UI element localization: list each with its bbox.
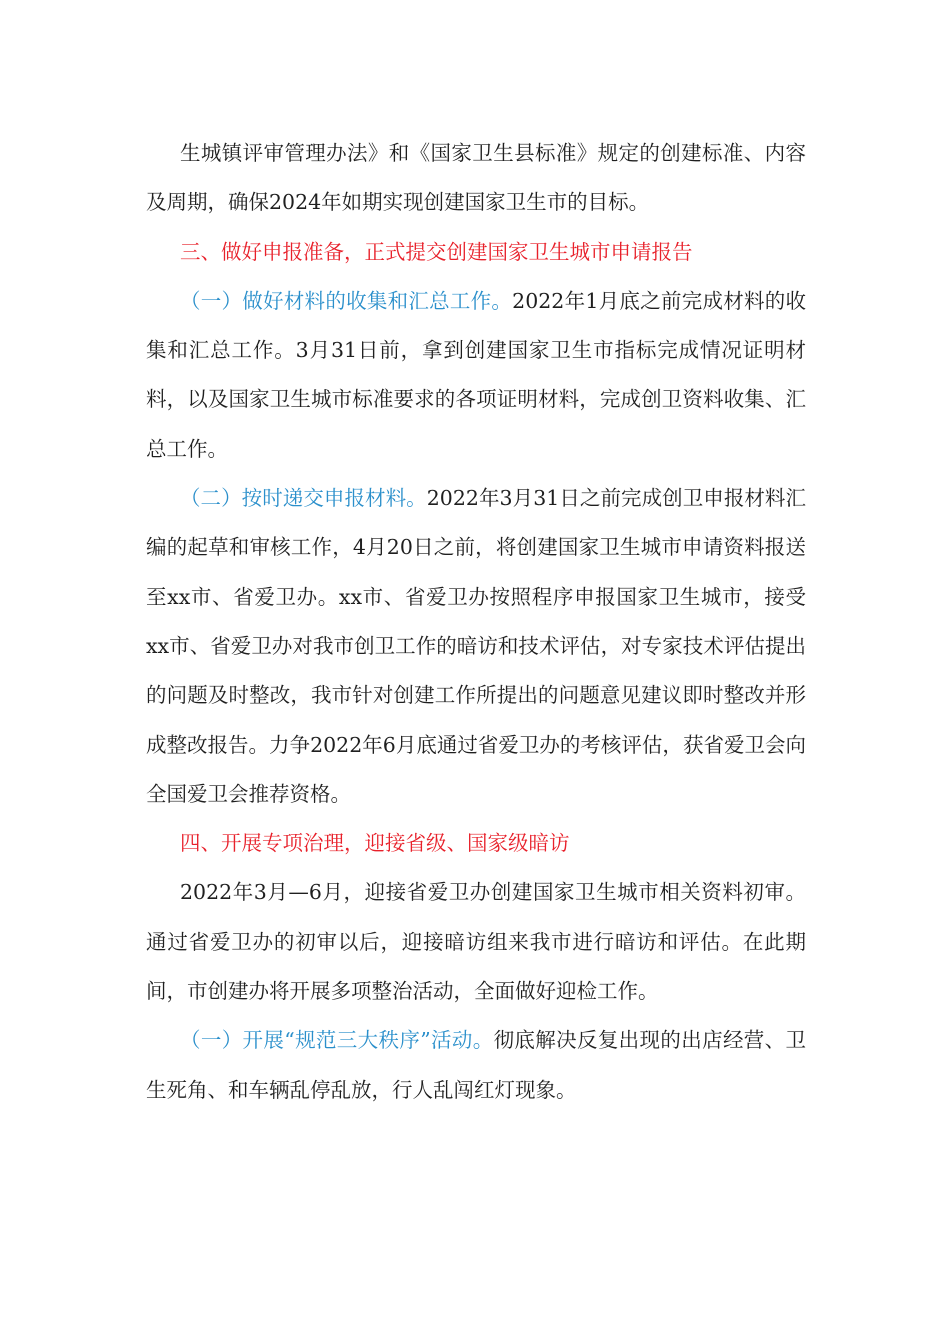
paragraph-text: 生城镇评审管理办法》和《国家卫生县标准》规定的创建标准、内容及周期，确保2024年如期实现创建国家卫生市的目标。 bbox=[146, 141, 806, 215]
section-heading-text: 三、做好申报准备，正式提交创建国家卫生城市申请报告 bbox=[180, 239, 693, 264]
paragraph-text: 彻底解决反复出现的出店经营、卫生死角、和车辆乱停乱放，行人乱闯红灯现象。 bbox=[146, 1028, 806, 1102]
paragraph-text: 2022年1月底之前完成材料的收集和汇总工作。3月31日前，拿到创建国家卫生市指标完成情况证明材料，以及国家卫生城市标准要求的各项证明材料，完成创卫资料收集、汇总工作。 bbox=[146, 288, 807, 461]
section-heading-4 bbox=[146, 819, 806, 868]
document-body bbox=[146, 129, 806, 1115]
paragraph-continuation bbox=[146, 129, 806, 228]
paragraph-text: 2022年3月31日之前完成创卫申报材料汇编的起草和审核工作，4月20日之前，将创建国家卫生城市申请资料报送至xx市、省爱卫办。xx市、省爱卫办按照程序申报国家卫生城市，接受xx市、省爱卫办对我市创卫工作的暗访和技术评估，对专家技术评估提出的问题及时整改，我市针对创建工作所提出的问题意见建议即时整改并形成整改报告。力争2022年6月底通过省爱卫办的考核评估，获省爱卫会向全国爱卫会推荐资格。 bbox=[146, 486, 806, 806]
paragraph-body bbox=[146, 868, 806, 1016]
subsection-lead: （一）开展“规范三大秩序”活动。 bbox=[180, 1028, 494, 1053]
paragraph-text: 2022年3月—6月，迎接省爱卫办创建国家卫生城市相关资料初审。通过省爱卫办的初审以后，迎接暗访组来我市进行暗访和评估。在此期间，市创建办将开展多项整治活动，全面做好迎检工作。 bbox=[146, 880, 806, 1004]
section-heading-text: 四、开展专项治理，迎接省级、国家级暗访 bbox=[180, 831, 570, 856]
subsection-3-2 bbox=[146, 474, 806, 819]
subsection-4-1 bbox=[146, 1016, 806, 1115]
section-heading-3 bbox=[146, 228, 806, 277]
subsection-3-1 bbox=[146, 277, 806, 474]
subsection-lead: （一）做好材料的收集和汇总工作。 bbox=[180, 288, 513, 313]
subsection-lead: （二）按时递交申报材料。 bbox=[180, 486, 427, 511]
